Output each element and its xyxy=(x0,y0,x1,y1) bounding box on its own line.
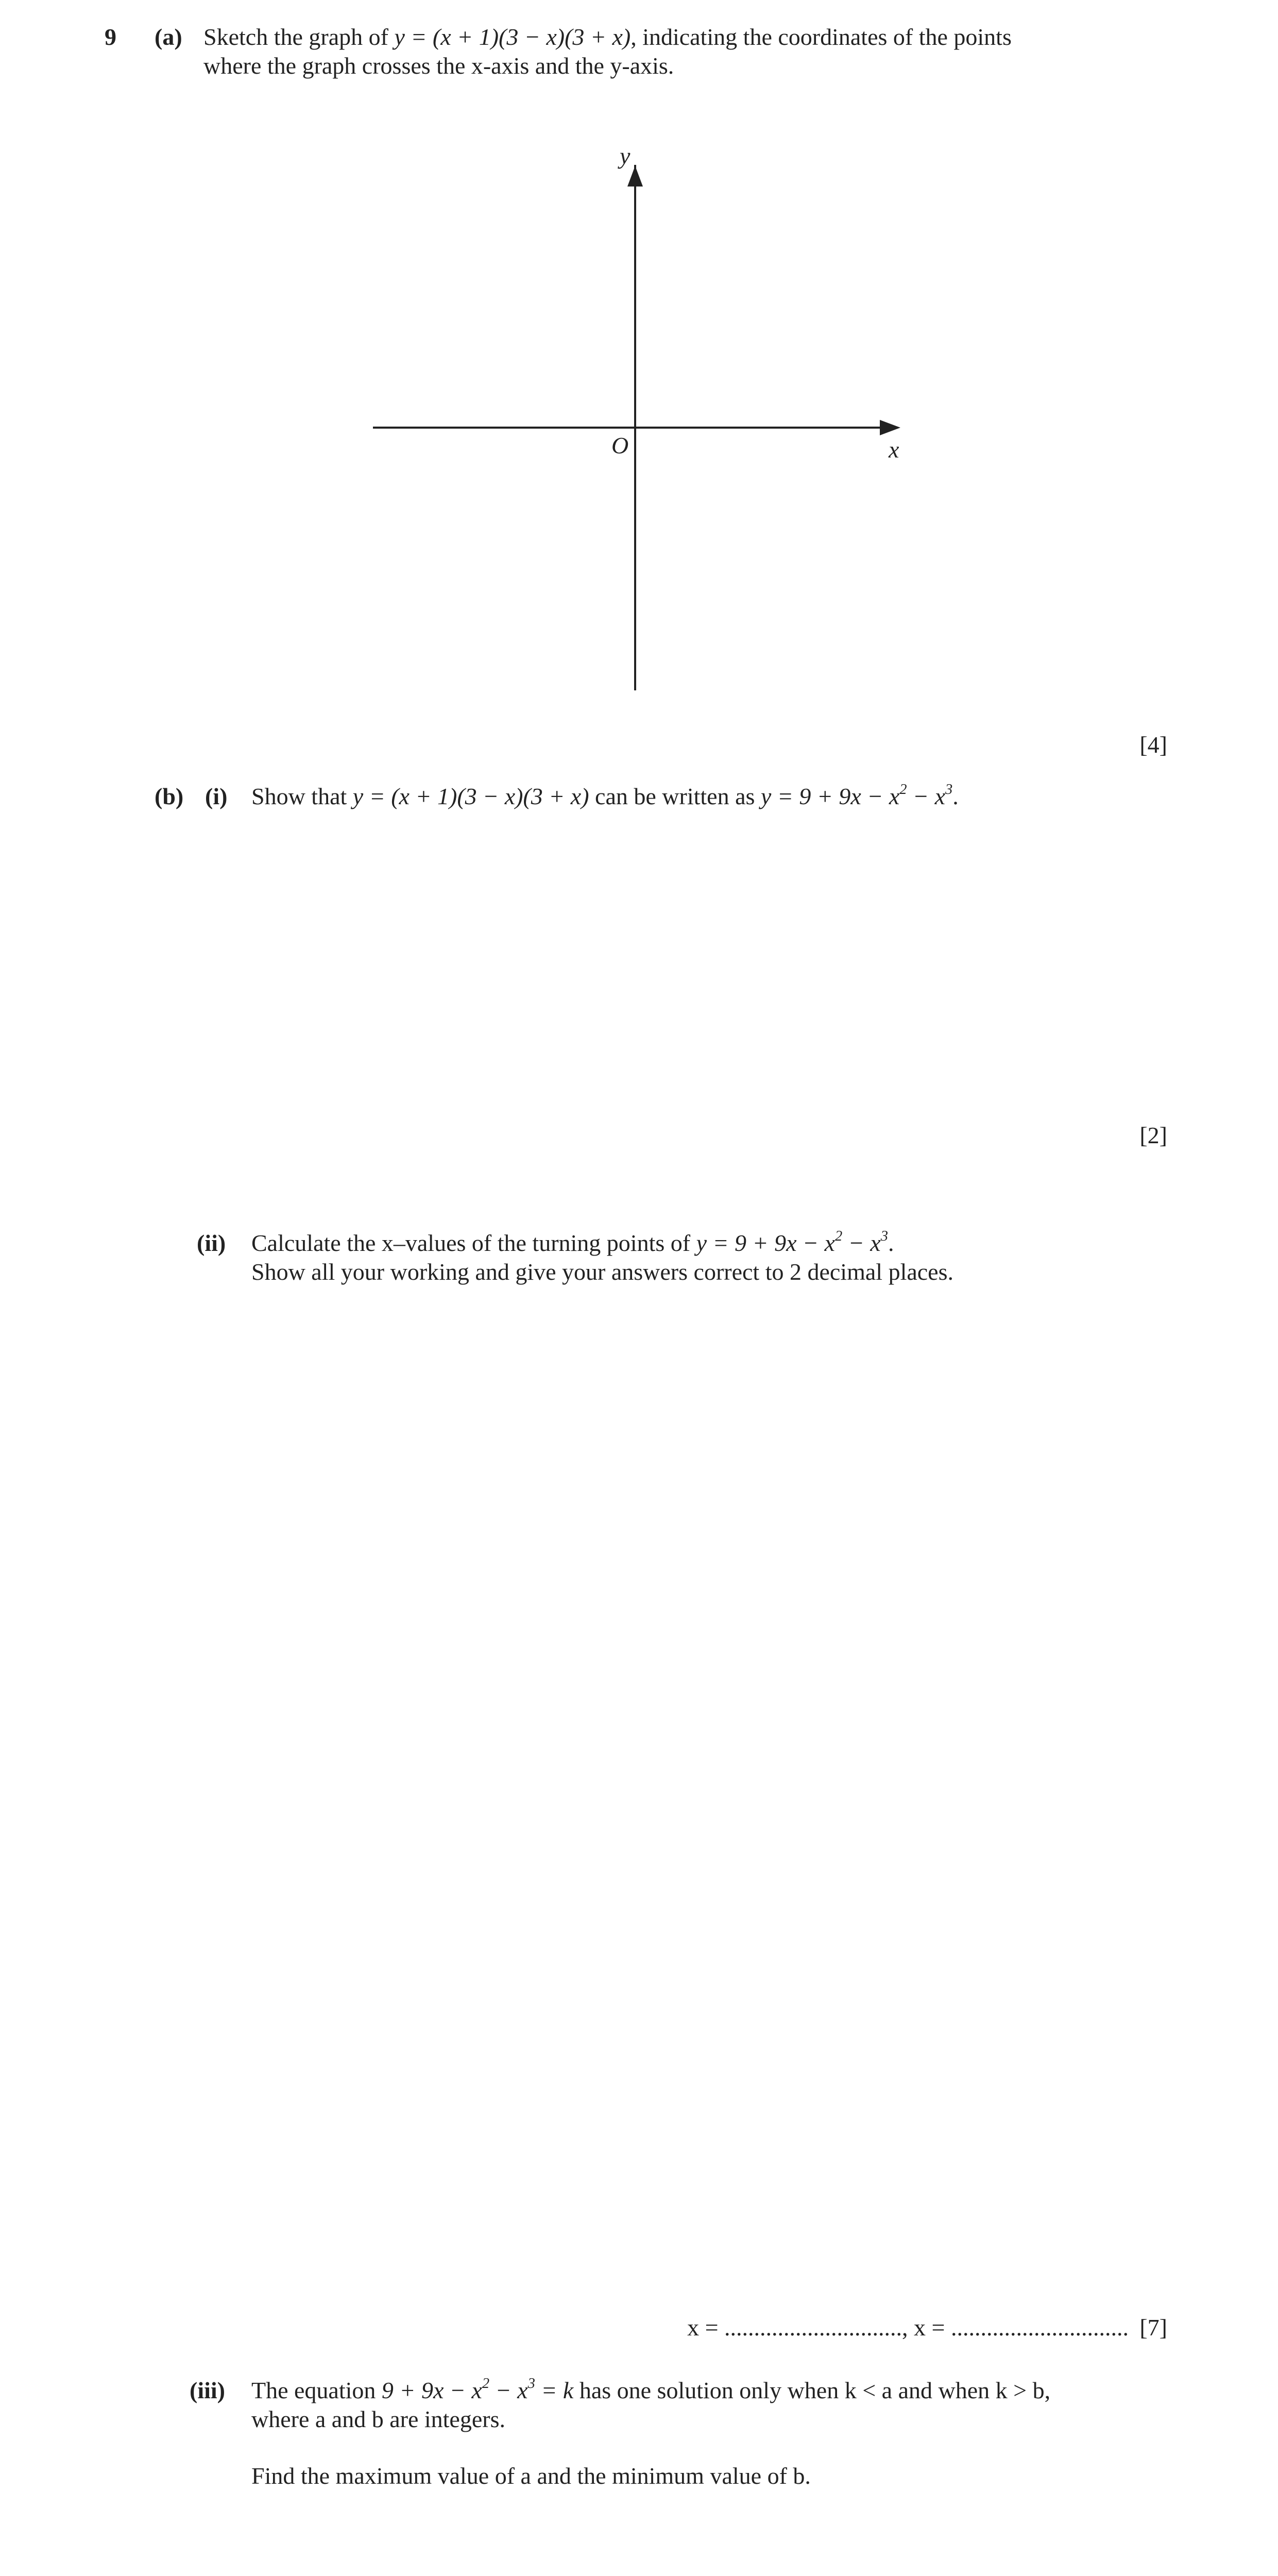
part-a-suffix: , indicating the coordinates of the points xyxy=(631,24,1012,50)
ii-eq-mid: − x xyxy=(842,1230,881,1256)
eq2-sup2: 3 xyxy=(945,782,953,798)
iii-eq-sup1: 2 xyxy=(482,2376,490,2392)
iii-eq-sup2: 3 xyxy=(527,2376,535,2392)
part-b-label: (b) xyxy=(155,783,184,809)
part-b-i-label: (i) xyxy=(205,783,228,809)
part-a-instruction-line1 xyxy=(203,23,1012,51)
x-axis-label: x xyxy=(889,436,899,463)
part-b-i-equation2 xyxy=(761,783,952,809)
question-number: 9 xyxy=(105,24,116,50)
part-b-iii-line1 xyxy=(251,2376,1050,2404)
part-b-ii-mark: [7] xyxy=(1139,2314,1167,2341)
answer-x-line[interactable]: x = .............................., x = .............................. xyxy=(687,2314,1129,2341)
part-a-mark: [4] xyxy=(1139,732,1167,758)
part-b-ii-end: . xyxy=(888,1230,894,1256)
part-b-ii-line2: Show all your working and give your answers correct to 2 decimal places. xyxy=(251,1259,953,1285)
eq2-main: y = 9 + 9x − x xyxy=(760,783,900,809)
part-b-iii-line2: where a and b are integers. xyxy=(251,2406,505,2432)
part-b-ii-prefix: Calculate the x–values of the turning points of xyxy=(251,1230,696,1256)
sketch-axes xyxy=(361,139,927,696)
part-a-instruction-line2: where the graph crosses the x-axis and the y-axis. xyxy=(203,53,674,79)
part-b-i-end: . xyxy=(952,783,959,809)
ii-eq-sup1: 2 xyxy=(834,1228,843,1245)
x-axis-arrow-icon xyxy=(880,420,900,435)
part-b-iii-suffix: has one solution only when k < a and when k > b, xyxy=(573,2377,1051,2403)
part-b-ii-line1 xyxy=(251,1229,894,1257)
eq2-mid: − x xyxy=(907,783,946,809)
part-b-i-text xyxy=(251,782,959,810)
y-axis-label: y xyxy=(620,143,631,169)
origin-label: O xyxy=(611,432,629,459)
part-b-i-equation1: y = (x + 1)(3 − x)(3 + x) xyxy=(352,783,589,809)
iii-eq-main: 9 + 9x − x xyxy=(381,2377,482,2403)
part-b-i-mark: [2] xyxy=(1139,1122,1167,1148)
part-b-iii-label: (iii) xyxy=(190,2377,225,2403)
ii-eq-main: y = 9 + 9x − x xyxy=(696,1230,835,1256)
iii-eq-end: = k xyxy=(535,2377,574,2403)
part-b-ii-equation xyxy=(696,1230,888,1256)
ii-eq-sup2: 3 xyxy=(880,1228,888,1245)
part-b-iii-line3: Find the maximum value of a and the minimum value of b. xyxy=(251,2463,811,2489)
part-a-label: (a) xyxy=(155,24,182,50)
part-b-ii-label: (ii) xyxy=(197,1230,226,1256)
part-b-i-prefix: Show that xyxy=(251,783,353,809)
part-b-iii-prefix: The equation xyxy=(251,2377,382,2403)
part-a-equation: y = (x + 1)(3 − x)(3 + x) xyxy=(394,24,631,50)
part-a-prefix: Sketch the graph of xyxy=(203,24,395,50)
iii-eq-mid: − x xyxy=(489,2377,528,2403)
y-axis-arrow-icon xyxy=(627,166,643,187)
part-b-i-middle: can be written as xyxy=(589,783,761,809)
eq2-sup1: 2 xyxy=(899,782,907,798)
part-b-iii-equation xyxy=(382,2377,573,2403)
